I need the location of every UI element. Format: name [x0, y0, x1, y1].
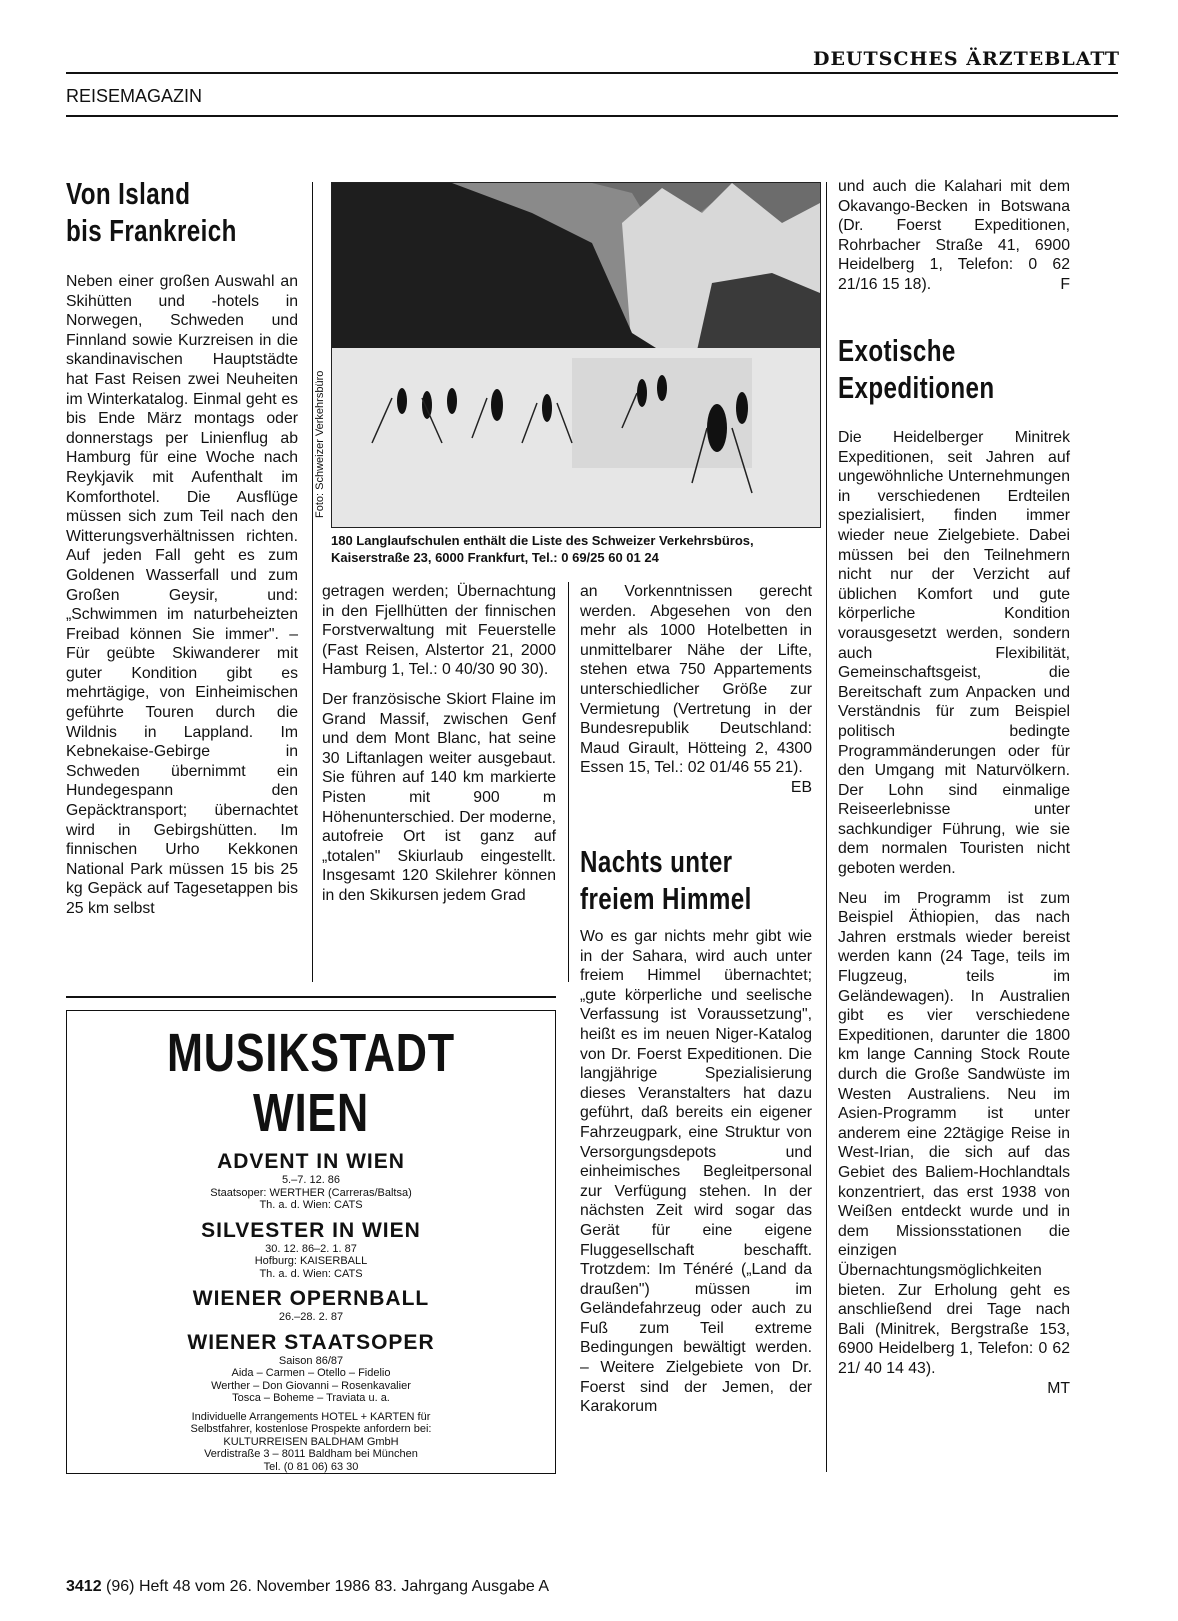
section-label: REISEMAGAZIN [66, 86, 203, 106]
article3-headline-line2: Expeditionen [838, 370, 995, 405]
article1-headline [66, 175, 300, 249]
ad-silvester-heading: SILVESTER IN WIEN [201, 1218, 421, 1242]
article1-column3 [580, 582, 812, 798]
section-rule [66, 115, 1118, 117]
article3-headline [838, 332, 1072, 406]
advertisement [66, 1010, 556, 1474]
article2-headline-line1: Nachts unter [580, 844, 733, 879]
ad-opernball-dates: 26.–28. 2. 87 [278, 1311, 344, 1323]
ad-footer-line1: Individuelle Arrangements HOTEL + KARTEN für [191, 1410, 431, 1423]
ad-opernball-heading: WIENER OPERNBALL [192, 1287, 430, 1310]
column4-top [838, 177, 1070, 295]
ad-footer-line2: Selbstfahrer, kostenlose Prospekte anfordern bei: [190, 1423, 432, 1435]
article3-column [838, 428, 1070, 1398]
ski-photo [331, 182, 821, 528]
ad-advent-heading: ADVENT IN WIEN [217, 1150, 405, 1173]
article1-col2-paragraph2: Der französische Skiort Flaine im Grand Massif, zwischen Genf und dem Mont Blanc, hat seine 30 Liftanlagen weiter ausgebaut. Sie führen auf 140 km markierte Pisten mit 900 m Höhenunterschied. Der moderne, autofreie Ort ist ganz auf „totalen" Skiurlaub eingestellt. Insgesamt 120 Skilehrer können in den Skikursen jedem Grad [322, 690, 556, 904]
column-divider-3 [826, 182, 827, 1472]
ad-footer-line3: KULTURREISEN BALDHAM GmbH [223, 1435, 399, 1448]
article1-signature: EB [790, 778, 812, 796]
article2-headline-line2: freiem Himmel [580, 881, 752, 916]
photo-credit: Foto: Schweizer Verkehrsbüro [314, 370, 326, 518]
article2-body-column [580, 927, 812, 1427]
column4-top-text: und auch die Kalahari mit dem Okavango-Becken in Botswana (Dr. Foerst Expeditionen, Rohrbacher Straße 41, 6900 Heidelberg 1, Telefon: 0 62 21/16 15 18). [838, 178, 1070, 293]
article2-headline [580, 843, 814, 917]
ad-footer-line5: Tel. (0 81 06) 63 30 [263, 1460, 359, 1473]
ski-photo-image [332, 183, 820, 527]
ad-silvester-line3: Th. a. d. Wien: CATS [259, 1267, 363, 1280]
ad-staatsoper-line3: Werther – Don Giovanni – Rosenkavalier [211, 1379, 411, 1392]
article1-column1 [66, 272, 298, 929]
ad-staatsoper-season: Saison 86/87 [278, 1354, 344, 1367]
page-number: 3412 [66, 1578, 102, 1595]
page-footer [66, 1578, 549, 1596]
ad-staatsoper-line2: Aida – Carmen – Otello – Fidelio [231, 1367, 391, 1379]
column-divider-2 [568, 582, 569, 982]
article1-headline-line2: bis Frankreich [66, 213, 237, 248]
article3-signature: MT [1047, 1379, 1070, 1397]
masthead: DEUTSCHES ÄRZTEBLATT [812, 48, 1120, 70]
column4-signature: F [1060, 275, 1070, 293]
article1-col3-paragraph: an Vorkenntnissen gerecht werden. Abgesehen von den mehr als 1000 Hotelbetten in unmittelbarer Nähe der Lifte, stehen etwa 750 Appartements unterschiedlicher Größe zur Vermietung (Vertretung in der Bundesrepublik Deutschland: Maud Girault, Hötteing 2, 4300 Essen 15, Tel.: 02 01/46 55 21). [580, 583, 812, 777]
article1-column2 [322, 582, 556, 916]
photo-caption: 180 Langlaufschulen enthält die Liste des Schweizer Verkehrsbüros, Kaiserstraße 23, 6000 Frankfurt, Tel.: 0 69/25 60 01 24 [331, 533, 754, 565]
article1-body: Neben einer großen Auswahl an Skihütten und -hotels in Norwegen, Schweden und Finnland sowie Kurzreisen in die skandinavischen Hauptstädte hat Fast Reisen zwei Neuheiten im Winterkatalog. Einmal geht es bis Ende März montags oder donnerstags per Linienflug ab Hamburg für eine Woche nach Reykjavik mit Aufenthalt im Komforthotel. Die Ausflüge müssen sich zum Teil nach den Witterungsverhältnissen richten. Auf jeden Fall geht es zum Goldenen Wasserfall und zum Großen Geysir, und: „Schwimmen im naturbeheizten Freibad können Sie immer". – Für geübte Skiwanderer mit guter Kondition gibt es mehrtägige, von Einheimischen geführte Touren durch die Wildnis in Lappland. Im Kebnekaise-Gebirge in Schweden übernimmt ein Hundegespann den Gepäcktransport; übernachtet wird in Gebirgshütten. Im finnischen Urho Kekkonen National Park müssen 15 bis 25 kg Gepäck auf Tagesetappen bis 25 km selbst [66, 273, 298, 917]
ad-top-rule [66, 996, 556, 998]
ad-footer-line4: Verdistraße 3 – 8011 Baldham bei München [204, 1448, 418, 1460]
article2-body: Wo es gar nichts mehr gibt wie in der Sahara, wird auch unter freiem Himmel übernachtet; „gute körperliche und seelische Verfassung ist Voraussetzung", heißt es im neuen Niger-Katalog von Dr. Foerst Expeditionen. Die langjährige Spezialisierung dieses Veranstalters hat dazu geführt, daß bereits ein eigener Fahrzeugpark, eine Struktur von Versorgungsdepots und einheimisches Begleitpersonal zur Verfügung stehen. In der nächsten Zeit wird sogar das Gerät für eine eigene Fluggesellschaft beschafft. Trotzdem: Im Ténéré („Land da draußen") müssen im Geländefahrzeug oder auch zu Fuß zum Teil extreme Bedingungen bewältigt werden. – Weitere Zielgebiete von Dr. Foerst sind der Jemen, der Karakorum [580, 928, 812, 1416]
article3-paragraph1: Die Heidelberger Minitrek Expeditionen, seit Jahren auf ungewöhnliche Unternehmungen in verschiedenen Erdteilen spezialisiert, finden immer wieder neue Zielgebiete. Dabei müssen bei den Teilnehmern nicht nur der Verzicht auf üblichen Komfort und gute körperliche Kondition vorausgesetzt werden, sondern auch Flexibilität, Gemeinschaftsgeist, die Bereitschaft zum Anpacken und Verständnis für zum Beispiel politisch bedingte Programmänderungen oder für den Umgang mit Naturvölkern. Der Lohn sind einmalige Reiseerlebnisse unter sachkundiger Führung, wie sie dem normalen Touristen nicht geboten werden. [838, 429, 1070, 878]
ad-silvester-dates: 30. 12. 86–2. 1. 87 [265, 1242, 357, 1255]
ad-advent-line3: Th. a. d. Wien: CATS [259, 1199, 363, 1211]
article1-col2-paragraph1: getragen werden; Übernachtung in den Fjellhütten der finnischen Forstverwaltung mit Feuerstelle (Fast Reisen, Alstertor 21, 2000 Hamburg 1, Tel.: 0 40/30 90 30). [322, 583, 556, 679]
issue-info: (96) Heft 48 vom 26. November 1986 83. Jahrgang Ausgabe A [106, 1578, 549, 1595]
column-divider-1 [312, 182, 313, 982]
ad-advent-dates: 5.–7. 12. 86 [281, 1174, 341, 1186]
masthead-rule [66, 72, 1118, 74]
article1-headline-line1: Von Island [66, 176, 191, 211]
article3-paragraph2: Neu im Programm ist zum Beispiel Äthiopien, das nach Jahren erstmals wieder bereist werden kann (24 Tage, teils im Flugzeug, teils im Geländewagen). In Australien gibt es vier verschiedene Expeditionen, darunter die 1800 km lange Canning Stock Route durch die Große Sandwüste im Westen Australiens. Neu im Asien-Programm ist unter anderem eine 22tägige Reise in West-Irian, die sich auf das Gebiet des Baliem-Hochlandtals konzentriert, das erst 1938 von Weißen entdeckt wurde und in dem Missionsstationen die einzigen Übernachtungsmöglichkeiten bieten. Zur Erholung geht es anschließend drei Tage nach Bali (Minitrek, Bergstraße 153, 6900 Heidelberg 1, Telefon: 0 62 21/ 40 14 43). [838, 889, 1070, 1377]
ad-staatsoper-line4: Tosca – Boheme – Traviata u. a. [232, 1392, 390, 1404]
ad-staatsoper-heading: WIENER STAATSOPER [187, 1330, 435, 1354]
ad-title: MUSIKSTADT WIEN [167, 1023, 455, 1143]
ad-silvester-line2: Hofburg: KAISERBALL [254, 1255, 368, 1267]
article3-headline-line1: Exotische [838, 333, 956, 368]
ad-advent-line2: Staatsoper: WERTHER (Carreras/Baltsa) [210, 1186, 412, 1199]
